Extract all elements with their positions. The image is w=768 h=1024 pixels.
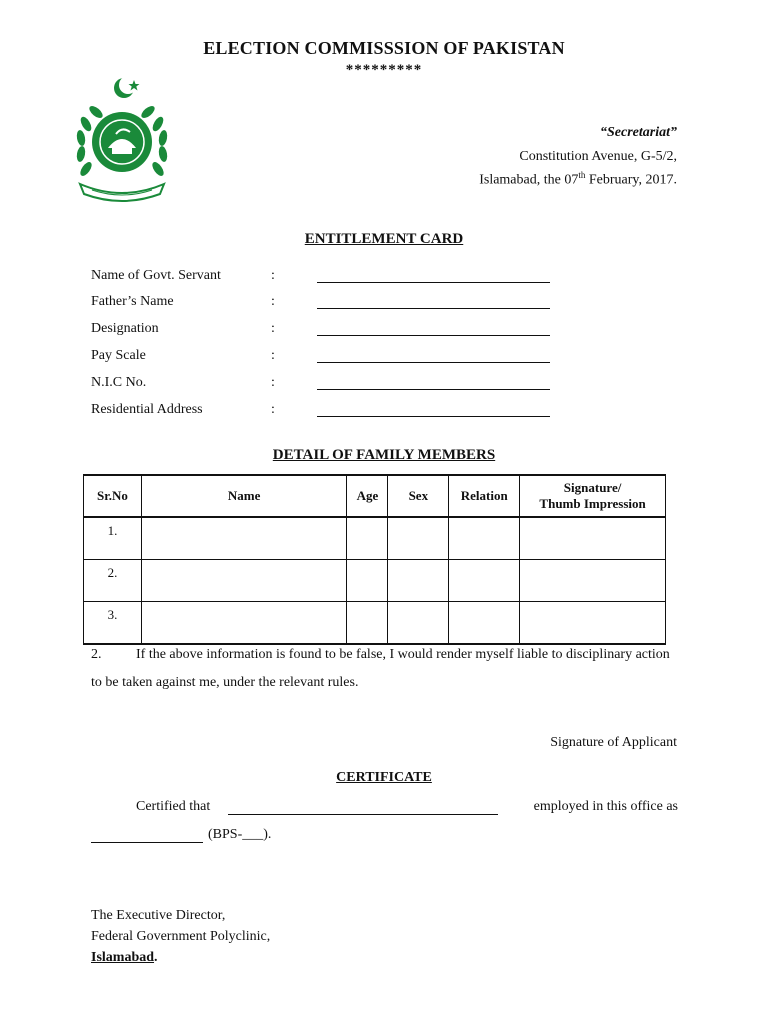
cell-srno: 1. <box>84 517 142 560</box>
column-header-age: Age <box>347 475 388 517</box>
bps-text: (BPS-___). <box>208 827 272 842</box>
table-row <box>84 602 666 645</box>
title-stars: ********* <box>345 62 423 78</box>
field-nic-no <box>91 375 561 397</box>
cell-name[interactable] <box>141 560 347 602</box>
cell-srno: 2. <box>84 560 142 602</box>
cell-age[interactable] <box>347 602 388 645</box>
address-line1: Constitution Avenue, G-5/2, <box>519 149 677 164</box>
declaration-paragraph <box>91 641 678 697</box>
column-header-relation: Relation <box>449 475 520 517</box>
employed-text: employed in this office as <box>533 799 678 814</box>
cell-name[interactable] <box>141 517 347 560</box>
cell-name[interactable] <box>141 602 347 645</box>
field-label: Pay Scale <box>91 348 146 363</box>
field-colon: : <box>271 294 275 309</box>
cell-sex[interactable] <box>388 517 449 560</box>
office-name: “Secretariat” <box>600 125 677 140</box>
field-fathers-name <box>91 294 561 316</box>
cell-age[interactable] <box>347 517 388 560</box>
cell-sex[interactable] <box>388 602 449 645</box>
paragraph-number: 2. <box>91 647 102 662</box>
designation-blank[interactable] <box>91 842 203 843</box>
field-blank-line[interactable] <box>317 308 550 309</box>
cell-signature[interactable] <box>520 602 666 645</box>
column-header-signature: Signature/ Thumb Impression <box>520 475 666 517</box>
field-label: Father’s Name <box>91 294 174 309</box>
field-blank-line[interactable] <box>317 335 550 336</box>
column-header-srno: Sr.No <box>84 475 142 517</box>
field-colon: : <box>271 402 275 417</box>
address-line2: Islamabad, the 07th February, 2017. <box>479 170 677 188</box>
declaration-text: If the above information is found to be false, I would render myself liable to disciplinary action to be taken against me, under the relevant rules. <box>91 647 670 690</box>
field-label: N.I.C No. <box>91 375 147 390</box>
field-colon: : <box>271 321 275 336</box>
recipient-line3: Islamabad. <box>91 950 158 965</box>
recipient-line2: Federal Government Polyclinic, <box>91 929 271 944</box>
field-blank-line[interactable] <box>317 362 550 363</box>
table-row <box>84 517 666 560</box>
column-header-sex: Sex <box>388 475 449 517</box>
field-blank-line[interactable] <box>317 389 550 390</box>
field-pay-scale <box>91 348 561 370</box>
field-label: Designation <box>91 321 159 336</box>
signature-of-applicant: Signature of Applicant <box>550 735 677 750</box>
field-blank-line[interactable] <box>317 282 550 283</box>
cell-relation[interactable] <box>449 602 520 645</box>
field-label: Name of Govt. Servant <box>91 268 221 283</box>
field-residential-address <box>91 402 561 424</box>
recipient-city: Islamabad <box>91 950 155 965</box>
entitlement-card-heading: ENTITLEMENT CARD <box>304 231 464 247</box>
certified-that-text: Certified that <box>136 799 211 814</box>
field-name-of-govt-servant <box>91 268 561 290</box>
ecp-emblem-icon <box>72 74 172 206</box>
cell-age[interactable] <box>347 560 388 602</box>
field-colon: : <box>271 375 275 390</box>
family-members-heading: DETAIL OF FAMILY MEMBERS <box>272 447 496 463</box>
field-colon: : <box>271 348 275 363</box>
field-designation <box>91 321 561 343</box>
field-blank-line[interactable] <box>317 416 550 417</box>
field-label: Residential Address <box>91 402 203 417</box>
recipient-line1: The Executive Director, <box>91 908 226 923</box>
document-title: ELECTION COMMISSSION OF PAKISTAN <box>203 38 565 58</box>
table-header-row <box>84 475 666 517</box>
family-members-table <box>83 474 666 645</box>
cell-sex[interactable] <box>388 560 449 602</box>
cell-relation[interactable] <box>449 517 520 560</box>
field-colon: : <box>271 268 275 283</box>
cell-signature[interactable] <box>520 560 666 602</box>
certificate-heading: CERTIFICATE <box>336 770 432 785</box>
table-row <box>84 560 666 602</box>
cell-signature[interactable] <box>520 517 666 560</box>
column-header-name: Name <box>141 475 347 517</box>
cell-srno: 3. <box>84 602 142 645</box>
employee-name-blank[interactable] <box>228 814 498 815</box>
cell-relation[interactable] <box>449 560 520 602</box>
